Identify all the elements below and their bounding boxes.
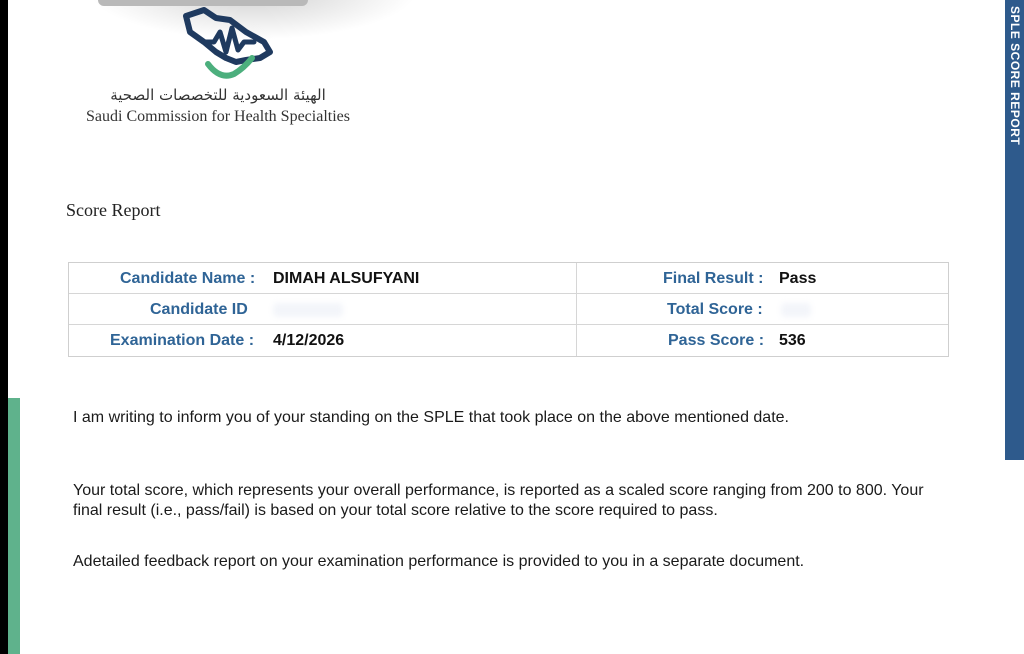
paragraph-score-explanation: Your total score, which represents your overall performance, is reported as a scaled score ranging from 200 to 800. Your final result (i.e., pass/fail) is based on your total score relative to the score required to pass. [73, 482, 924, 519]
scfhs-logo-icon [174, 2, 278, 84]
score-report-page [8, 0, 1024, 654]
table-row [69, 325, 948, 356]
paragraph-standing: I am writing to inform you of your standing on the SPLE that took place on the above mentioned date. [73, 409, 789, 426]
pass-score-label: Pass Score : [668, 332, 765, 349]
candidate-name-label: Candidate Name : [120, 270, 256, 287]
organization-name-english: Saudi Commission for Health Specialties [86, 108, 350, 125]
candidate-name-value: DIMAH ALSUFYANI [273, 270, 420, 287]
pass-score-value: 536 [779, 332, 806, 349]
final-result-label: Final Result : [663, 270, 764, 287]
left-green-accent [8, 398, 20, 654]
candidate-id-redacted [273, 294, 343, 325]
candidate-info-table [68, 262, 949, 357]
side-banner-text: SPLE SCORE REPORT [1008, 6, 1022, 146]
document-title: Score Report [66, 200, 161, 220]
organization-name-arabic: الهيئة السعودية للتخصصات الصحية [110, 86, 326, 104]
examination-date-label: Examination Date : [110, 332, 255, 349]
total-score-redacted [781, 294, 811, 325]
total-score-label: Total Score : [667, 301, 763, 318]
candidate-id-label: Candidate ID [150, 301, 248, 318]
table-row [69, 263, 948, 294]
paragraph-feedback: Adetailed feedback report on your examination performance is provided to you in a separate document. [73, 553, 805, 570]
table-row [69, 294, 948, 325]
examination-date-value: 4/12/2026 [273, 332, 345, 349]
final-result-value: Pass [779, 270, 817, 287]
